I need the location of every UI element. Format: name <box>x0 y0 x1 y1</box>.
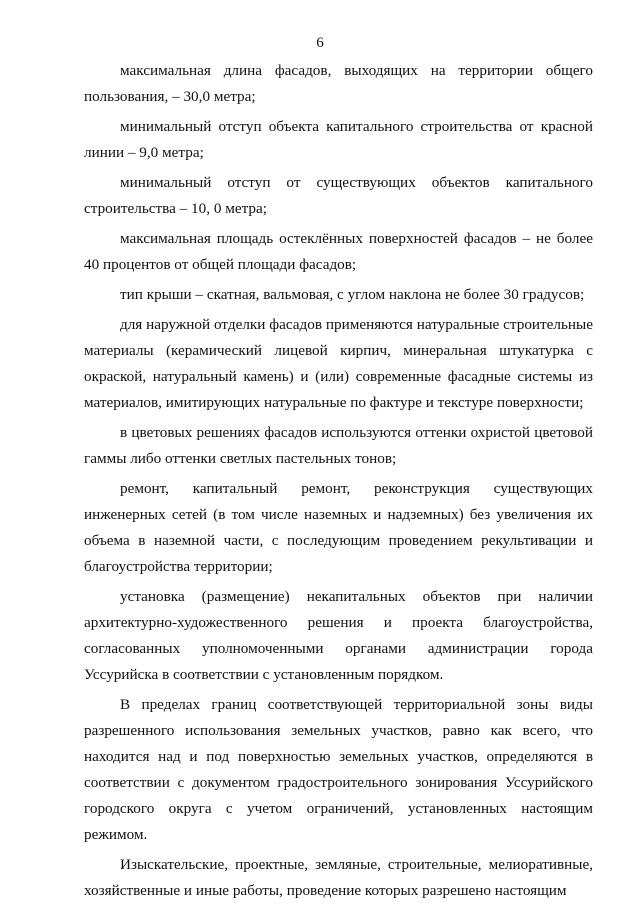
document-body <box>84 58 593 904</box>
paragraph-min-setback-existing: минимальный отступ от существующих объектов капитального строительства – 10, 0 метра; <box>84 174 593 217</box>
paragraph-networks-repair: ремонт, капитальный ремонт, реконструкция существующих инженерных сетей (в том числе наземных и надземных) без увеличения их объема в наземной части, с последующим проведением рекультивации и благоустройства территории; <box>84 480 593 575</box>
paragraph-max-facade-length: максимальная длина фасадов, выходящих на территории общего пользования, – 30,0 метра; <box>84 62 593 105</box>
paragraph-temporary-objects: установка (размещение) некапитальных объектов при наличии архитектурно-художественного решения и проекта благоустройства, согласованных уполномоченными органами администрации города Уссурийска в соответствии с установленным порядком. <box>84 588 593 683</box>
paragraph-works: Изыскательские, проектные, земляные, строительные, мелиоративные, хозяйственные и иные работы, проведение которых разрешено настоящим <box>84 856 593 899</box>
paragraph-facade-materials: для наружной отделки фасадов применяются натуральные строительные материалы (керамический лицевой кирпич, минеральная штукатурка с окраской, натуральный камень) и (или) современные фасадные системы из материалов, имитирующих натуральные по фактуре и текстуре поверхности; <box>84 316 593 411</box>
paragraph-roof-type: тип крыши – скатная, вальмовая, с углом наклона не более 30 градусов; <box>120 286 585 303</box>
paragraph-facade-colors: в цветовых решениях фасадов используются оттенки охристой цветовой гаммы либо оттенки светлых пастельных тонов; <box>84 424 593 467</box>
paragraph-max-glazing-area: максимальная площадь остеклённых поверхностей фасадов – не более 40 процентов от общей площади фасадов; <box>84 230 593 273</box>
page-number: 6 <box>316 35 324 51</box>
paragraph-permitted-use: В пределах границ соответствующей территориальной зоны виды разрешенного использования земельных участков, равно как всего, что находится над и под поверхностью земельных участков, определяются в соответствии с документом градостроительного зонирования Уссурийского городского округа с учетом ограничений, установленных настоящим режимом. <box>84 696 593 843</box>
paragraph-min-setback-red-line: минимальный отступ объекта капитального строительства от красной линии – 9,0 метра; <box>84 118 593 161</box>
